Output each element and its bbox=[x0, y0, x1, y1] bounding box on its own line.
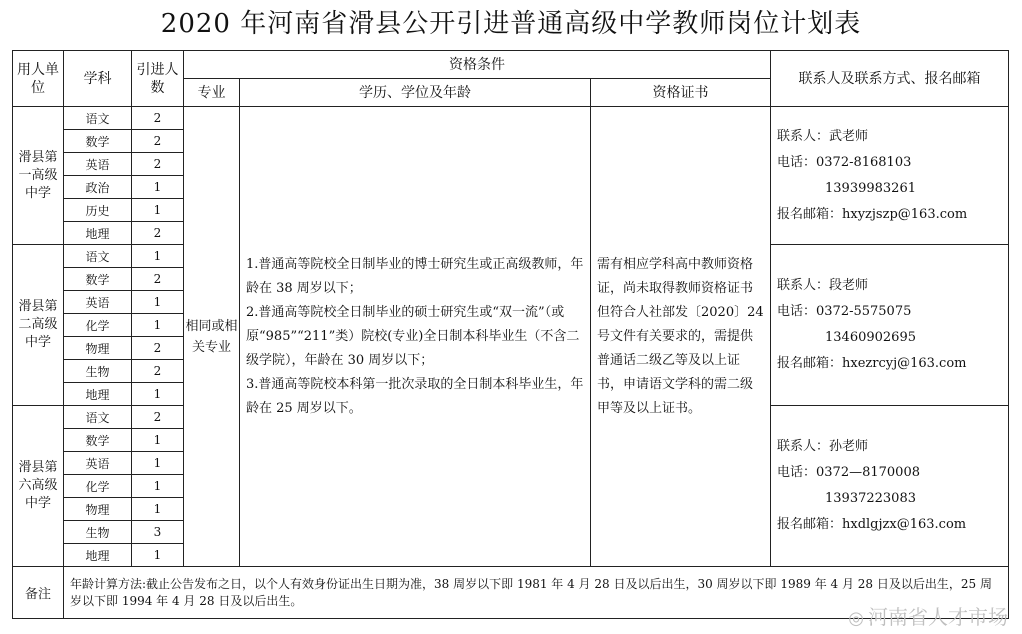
count-cell: 1 bbox=[132, 245, 184, 268]
header-certificate: 资格证书 bbox=[591, 79, 771, 107]
contact-mobile: 13460902695 bbox=[825, 330, 916, 345]
subject-cell: 地理 bbox=[64, 544, 132, 567]
contact-cell bbox=[771, 107, 1009, 245]
count-cell: 2 bbox=[132, 222, 184, 245]
count-cell: 2 bbox=[132, 130, 184, 153]
count-cell: 1 bbox=[132, 314, 184, 337]
requirement-item: 1.普通高等院校全日制毕业的博士研究生或正高级教师，年龄在 38 周岁以下； bbox=[246, 256, 584, 296]
subject-cell: 英语 bbox=[64, 291, 132, 314]
contact-mobile: 13939983261 bbox=[825, 180, 916, 196]
header-qualifications: 资格条件 bbox=[184, 51, 771, 79]
count-cell: 2 bbox=[132, 268, 184, 291]
contact-person: 联系人：武老师 bbox=[777, 128, 869, 144]
contact-phone: 电话：0372-8168103 bbox=[777, 154, 912, 170]
certificate-requirements: 需有相应学科高中教师资格证，尚未取得教师资格证书但符合人社部发〔2020〕24 号文件有关要求的，需提供普通话二级乙等及以上证书，申请语文学科的需二级甲等及以上证书。 bbox=[591, 107, 771, 567]
watermark-text: 河南省人才市场 bbox=[868, 605, 1008, 629]
subject-cell: 数学 bbox=[64, 268, 132, 291]
contact-email: 报名邮箱：hxyzjszp@163.com bbox=[777, 206, 968, 222]
subject-cell: 生物 bbox=[64, 521, 132, 544]
subject-cell: 化学 bbox=[64, 314, 132, 337]
contact-person: 联系人：段老师 bbox=[777, 278, 869, 293]
contact-cell bbox=[771, 406, 1009, 567]
subject-cell: 英语 bbox=[64, 153, 132, 176]
count-cell: 2 bbox=[132, 337, 184, 360]
subject-cell: 语文 bbox=[64, 406, 132, 429]
header-count: 引进人数 bbox=[132, 51, 184, 107]
contact-phone: 电话：0372-5575075 bbox=[777, 304, 912, 319]
education-requirements bbox=[240, 107, 591, 567]
header-contact: 联系人及联系方式、报名邮箱 bbox=[771, 51, 1009, 107]
requirement-item: 3.普通高等院校本科第一批次录取的全日制本科毕业生，年龄在 25 周岁以下。 bbox=[246, 376, 584, 416]
subject-cell: 政治 bbox=[64, 176, 132, 199]
count-cell: 2 bbox=[132, 153, 184, 176]
header-major: 专业 bbox=[184, 79, 240, 107]
contact-mobile: 13937223083 bbox=[825, 491, 916, 506]
contact-phone: 电话：0372—8170008 bbox=[777, 465, 920, 480]
count-cell: 1 bbox=[132, 452, 184, 475]
count-cell: 1 bbox=[132, 199, 184, 222]
school-name: 滑县第二高级中学 bbox=[13, 245, 64, 406]
contact-email: 报名邮箱：hxdlgjzx@163.com bbox=[777, 517, 967, 532]
subject-cell: 地理 bbox=[64, 222, 132, 245]
count-cell: 1 bbox=[132, 544, 184, 567]
major-cell: 相同或相关专业 bbox=[184, 107, 240, 567]
weibo-icon: ◎ bbox=[848, 608, 864, 629]
subject-cell: 数学 bbox=[64, 130, 132, 153]
note-label: 备注 bbox=[13, 567, 64, 619]
count-cell: 1 bbox=[132, 176, 184, 199]
count-cell: 1 bbox=[132, 383, 184, 406]
header-unit: 用人单位 bbox=[13, 51, 64, 107]
subject-cell: 地理 bbox=[64, 383, 132, 406]
count-cell: 2 bbox=[132, 107, 184, 130]
header-education: 学历、学位及年龄 bbox=[240, 79, 591, 107]
contact-cell bbox=[771, 245, 1009, 406]
count-cell: 1 bbox=[132, 475, 184, 498]
recruitment-table bbox=[12, 50, 1009, 619]
count-cell: 1 bbox=[132, 429, 184, 452]
count-cell: 3 bbox=[132, 521, 184, 544]
subject-cell: 物理 bbox=[64, 337, 132, 360]
subject-cell: 语文 bbox=[64, 107, 132, 130]
count-cell: 1 bbox=[132, 498, 184, 521]
subject-cell: 英语 bbox=[64, 452, 132, 475]
subject-cell: 物理 bbox=[64, 498, 132, 521]
requirement-item: 2.普通高等院校全日制毕业的硕士研究生或“双一流”（或原“985”“211”类）院校(专业)全日制本科毕业生（不含二级学院），年龄在 30 周岁以下； bbox=[246, 304, 580, 368]
subject-cell: 历史 bbox=[64, 199, 132, 222]
table-row bbox=[13, 107, 1009, 130]
subject-cell: 数学 bbox=[64, 429, 132, 452]
contact-email: 报名邮箱：hxezrcyj@163.com bbox=[777, 356, 967, 371]
count-cell: 2 bbox=[132, 406, 184, 429]
page-title: 2020 年河南省滑县公开引进普通高级中学教师岗位计划表 bbox=[160, 9, 862, 39]
subject-cell: 化学 bbox=[64, 475, 132, 498]
header-subject: 学科 bbox=[64, 51, 132, 107]
count-cell: 1 bbox=[132, 291, 184, 314]
note-text: 年龄计算方法:截止公告发布之日，以个人有效身份证出生日期为准，38 周岁以下即 1981 年 4 月 28 日及以后出生，30 周岁以下即 1989 年 4 月 28 日及以后出生，25 周岁以下即 1994 年 4 月 28 日及以后出生。 bbox=[64, 567, 1009, 619]
count-cell: 2 bbox=[132, 360, 184, 383]
subject-cell: 生物 bbox=[64, 360, 132, 383]
watermark bbox=[848, 601, 1008, 630]
contact-person: 联系人：孙老师 bbox=[777, 439, 869, 454]
school-name: 滑县第一高级中学 bbox=[13, 107, 64, 245]
school-name: 滑县第六高级中学 bbox=[13, 406, 64, 567]
subject-cell: 语文 bbox=[64, 245, 132, 268]
